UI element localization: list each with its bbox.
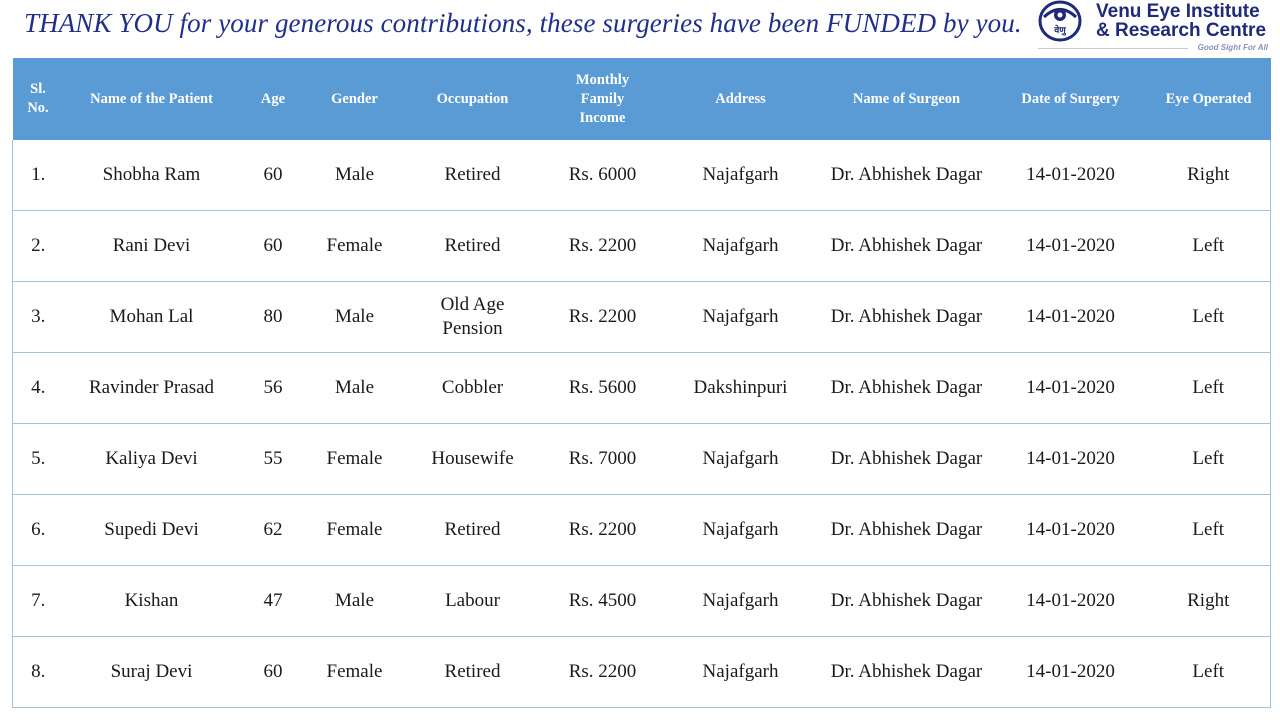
- table-row: [13, 566, 1271, 637]
- table-row: [13, 140, 1271, 211]
- monthly-income: Rs. 6000: [543, 140, 663, 211]
- serial-number: 1.: [13, 140, 64, 211]
- gender: Female: [307, 211, 403, 282]
- eye-operated: Right: [1147, 566, 1271, 637]
- gender: Female: [307, 424, 403, 495]
- table-row: [13, 353, 1271, 424]
- header-col-surgery-date: Date of Surgery: [995, 58, 1147, 140]
- surgeon-name: Dr. Abhishek Dagar: [819, 424, 995, 495]
- surgery-date: 14-01-2020: [995, 566, 1147, 637]
- age: 47: [240, 566, 307, 637]
- surgery-date: 14-01-2020: [995, 211, 1147, 282]
- gender: Female: [307, 495, 403, 566]
- address: Najafgarh: [663, 566, 819, 637]
- surgeon-name: Dr. Abhishek Dagar: [819, 495, 995, 566]
- occupation: Retired: [403, 495, 543, 566]
- monthly-income: Rs. 4500: [543, 566, 663, 637]
- table-row: [13, 424, 1271, 495]
- occupation: Retired: [403, 140, 543, 211]
- address: Najafgarh: [663, 211, 819, 282]
- serial-number: 6.: [13, 495, 64, 566]
- svg-text:वेणु: वेणु: [1054, 26, 1066, 36]
- occupation: Old Age Pension: [403, 282, 543, 353]
- surgeon-name: Dr. Abhishek Dagar: [819, 211, 995, 282]
- surgery-date: 14-01-2020: [995, 637, 1147, 708]
- address: Najafgarh: [663, 637, 819, 708]
- serial-number: 4.: [13, 353, 64, 424]
- surgery-date: 14-01-2020: [995, 140, 1147, 211]
- logo-title-line1: Venu Eye Institute: [1096, 1, 1260, 22]
- patient-name: Supedi Devi: [64, 495, 240, 566]
- eye-emblem-icon: [1038, 0, 1090, 46]
- surgery-table: [12, 58, 1271, 708]
- table-body: [13, 140, 1271, 708]
- occupation: Housewife: [403, 424, 543, 495]
- table-row: [13, 637, 1271, 708]
- eye-operated: Right: [1147, 140, 1271, 211]
- logo-tagline: Good Sight For All: [1197, 43, 1268, 52]
- table-header-row: [13, 58, 1271, 140]
- patient-name: Ravinder Prasad: [64, 353, 240, 424]
- address: Najafgarh: [663, 282, 819, 353]
- address: Najafgarh: [663, 140, 819, 211]
- gender: Male: [307, 140, 403, 211]
- surgeon-name: Dr. Abhishek Dagar: [819, 566, 995, 637]
- patient-name: Mohan Lal: [64, 282, 240, 353]
- surgeon-name: Dr. Abhishek Dagar: [819, 353, 995, 424]
- age: 60: [240, 211, 307, 282]
- patient-name: Suraj Devi: [64, 637, 240, 708]
- eye-operated: Left: [1147, 495, 1271, 566]
- header-col-address: Address: [663, 58, 819, 140]
- occupation: Retired: [403, 211, 543, 282]
- table-row: [13, 211, 1271, 282]
- age: 55: [240, 424, 307, 495]
- occupation: Labour: [403, 566, 543, 637]
- header-col-patient-name: Name of the Patient: [64, 58, 240, 140]
- eye-operated: Left: [1147, 637, 1271, 708]
- monthly-income: Rs. 2200: [543, 495, 663, 566]
- patient-name: Rani Devi: [64, 211, 240, 282]
- monthly-income: Rs. 5600: [543, 353, 663, 424]
- serial-number: 5.: [13, 424, 64, 495]
- patient-name: Kishan: [64, 566, 240, 637]
- age: 56: [240, 353, 307, 424]
- header-col-gender: Gender: [307, 58, 403, 140]
- monthly-income: Rs. 2200: [543, 282, 663, 353]
- monthly-income: Rs. 2200: [543, 637, 663, 708]
- surgeon-name: Dr. Abhishek Dagar: [819, 637, 995, 708]
- eye-operated: Left: [1147, 353, 1271, 424]
- venu-eye-logo: [1038, 0, 1278, 56]
- gender: Male: [307, 566, 403, 637]
- eye-operated: Left: [1147, 282, 1271, 353]
- address: Najafgarh: [663, 424, 819, 495]
- surgery-date: 14-01-2020: [995, 282, 1147, 353]
- table-row: [13, 495, 1271, 566]
- serial-number: 2.: [13, 211, 64, 282]
- surgery-date: 14-01-2020: [995, 353, 1147, 424]
- age: 80: [240, 282, 307, 353]
- patient-name: Shobha Ram: [64, 140, 240, 211]
- age: 60: [240, 140, 307, 211]
- header-col-eye-operated: Eye Operated: [1147, 58, 1271, 140]
- serial-number: 3.: [13, 282, 64, 353]
- table-row: [13, 282, 1271, 353]
- header-col-age: Age: [240, 58, 307, 140]
- gender: Female: [307, 637, 403, 708]
- surgeon-name: Dr. Abhishek Dagar: [819, 282, 995, 353]
- patient-name: Kaliya Devi: [64, 424, 240, 495]
- age: 60: [240, 637, 307, 708]
- header-col-occupation: Occupation: [403, 58, 543, 140]
- thank-you-banner: THANK YOU for your generous contributions, these surgeries have been FUNDED by you.: [24, 8, 1022, 38]
- occupation: Cobbler: [403, 353, 543, 424]
- monthly-income: Rs. 2200: [543, 211, 663, 282]
- surgery-date: 14-01-2020: [995, 424, 1147, 495]
- serial-number: 8.: [13, 637, 64, 708]
- eye-operated: Left: [1147, 211, 1271, 282]
- header-col-sl-no: Sl. No.: [13, 58, 64, 140]
- surgeon-name: Dr. Abhishek Dagar: [819, 140, 995, 211]
- address: Dakshinpuri: [663, 353, 819, 424]
- eye-operated: Left: [1147, 424, 1271, 495]
- age: 62: [240, 495, 307, 566]
- monthly-income: Rs. 7000: [543, 424, 663, 495]
- logo-divider: [1038, 48, 1188, 49]
- surgery-date: 14-01-2020: [995, 495, 1147, 566]
- gender: Male: [307, 353, 403, 424]
- serial-number: 7.: [13, 566, 64, 637]
- gender: Male: [307, 282, 403, 353]
- header-col-surgeon: Name of Surgeon: [819, 58, 995, 140]
- header-col-monthly-income: Monthly Family Income: [543, 58, 663, 140]
- address: Najafgarh: [663, 495, 819, 566]
- logo-title-line2: & Research Centre: [1096, 20, 1267, 41]
- occupation: Retired: [403, 637, 543, 708]
